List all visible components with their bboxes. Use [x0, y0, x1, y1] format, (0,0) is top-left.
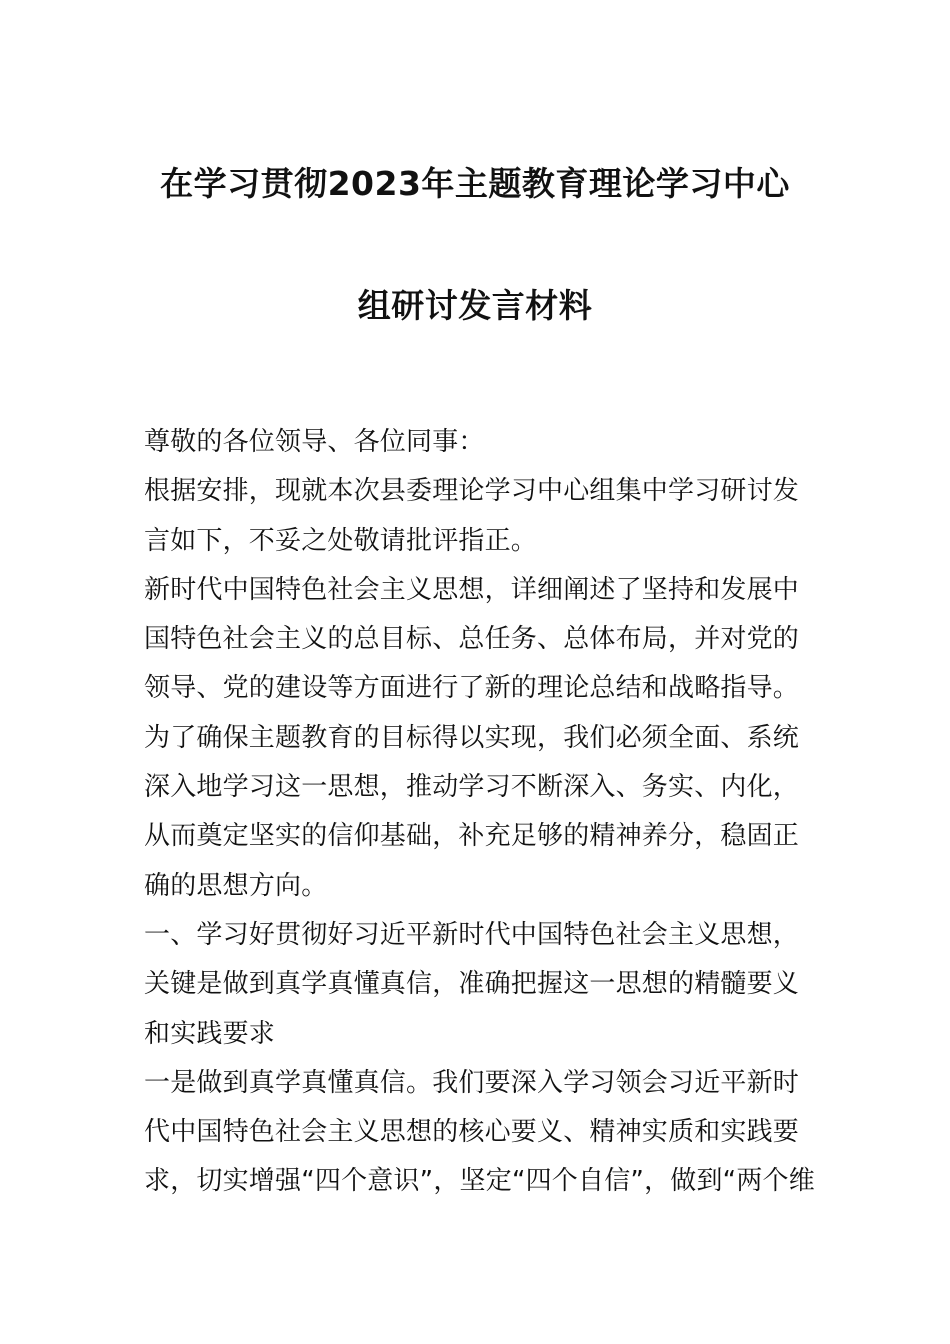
document-body [144, 418, 815, 1207]
document-title-line-2: 组研讨发言材料 [357, 286, 593, 325]
body-line: 代中国特色社会主义思想的核心要义、精神实质和实践要 [144, 1117, 800, 1148]
body-line: 新时代中国特色社会主义思想，详细阐述了坚持和发展中 [144, 574, 800, 605]
body-line: 求，切实增强“四个意识”，坚定“四个自信”，做到“两个维 [144, 1166, 815, 1197]
body-line: 根据安排，现就本次县委理论学习中心组集中学习研讨发 [144, 476, 800, 507]
document-title-line-1: 在学习贯彻2023年主题教育理论学习中心 [160, 164, 790, 203]
section-heading-line: 一、学习好贯彻好习近平新时代中国特色社会主义思想， [144, 919, 800, 950]
body-line: 确的思想方向。 [144, 870, 328, 901]
section-heading-line: 关键是做到真学真懂真信，准确把握这一思想的精髓要义 [144, 969, 800, 1000]
body-line: 言如下，不妥之处敬请批评指正。 [144, 525, 538, 556]
body-line: 国特色社会主义的总目标、总任务、总体布局，并对党的 [144, 624, 800, 655]
body-line: 领导、党的建设等方面进行了新的理论总结和战略指导。 [144, 673, 800, 704]
section-heading-line: 和实践要求 [144, 1018, 276, 1049]
body-line: 为了确保主题教育的目标得以实现，我们必须全面、系统 [144, 722, 800, 753]
body-line: 一是做到真学真懂真信。我们要深入学习领会习近平新时 [144, 1067, 800, 1098]
body-line: 从而奠定坚实的信仰基础，补充足够的精神养分，稳固正 [144, 821, 800, 852]
body-line: 深入地学习这一思想，推动学习不断深入、务实、内化， [144, 772, 800, 803]
body-line: 尊敬的各位领导、各位同事： [144, 427, 485, 457]
